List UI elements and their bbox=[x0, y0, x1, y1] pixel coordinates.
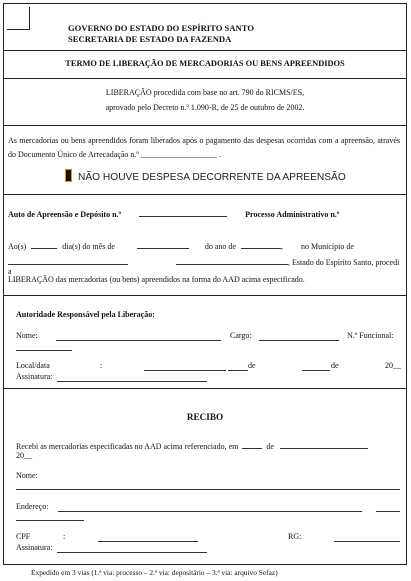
receipt-name-field[interactable] bbox=[16, 489, 400, 490]
year-field[interactable] bbox=[241, 240, 281, 249]
receipt-month-field[interactable] bbox=[280, 440, 368, 449]
form-title: TERMO DE LIBERAÇÃO DE MERCADORIAS OU BENS APREENDIDOS bbox=[65, 59, 345, 68]
copies-footer: Expedido em 3 vias (1.ª via: processo – 2.ª via: depositário – 3.ª via: arquivo Sefaz) bbox=[31, 568, 278, 577]
de-label-2: de bbox=[331, 361, 339, 370]
receipt-day-field[interactable] bbox=[242, 440, 262, 449]
municipio-field-2[interactable] bbox=[176, 256, 288, 265]
authority-section bbox=[4, 296, 406, 389]
receipt-year: 20__ bbox=[16, 451, 32, 460]
date-prefix: Ao(s) bbox=[8, 242, 27, 251]
assinatura-field[interactable] bbox=[57, 381, 207, 382]
rg-label: RG: bbox=[288, 532, 302, 541]
year-text: 20__ bbox=[385, 361, 401, 370]
seizure-section bbox=[4, 195, 406, 296]
receipt-section bbox=[4, 389, 406, 566]
auto-number-field[interactable] bbox=[139, 208, 227, 217]
endereco-field-2[interactable] bbox=[376, 511, 400, 512]
endereco-field-3[interactable] bbox=[16, 520, 84, 521]
receipt-statement bbox=[16, 440, 368, 451]
authority-name-field[interactable] bbox=[56, 340, 221, 341]
payment-text: As mercadorias ou bens apreendidos foram liberados após o pagamento das despesas ocorridas com a apreensão, através do Documento Único de Arrecadação n.º ___________________ . bbox=[8, 136, 400, 159]
date-row bbox=[8, 240, 402, 251]
auto-label: Auto de Apreensão e Depósito n.º bbox=[8, 210, 122, 219]
receipt-text: Recebi as mercadorias especificadas no AAD acima referenciado, em bbox=[16, 442, 239, 451]
header-line-1: GOVERNO DO ESTADO DO ESPÍRITO SANTO bbox=[68, 23, 254, 33]
cargo-field[interactable] bbox=[259, 340, 339, 341]
authority-heading: Autoridade Responsável pela Liberação: bbox=[16, 310, 155, 319]
form-frame bbox=[3, 3, 407, 565]
legal-basis-line-1: LIBERAÇÃO procedida com base no art. 790 do RICMS/ES, bbox=[105, 88, 305, 97]
receipt-de: de bbox=[266, 442, 274, 451]
state-text: , Estado do Espírito Santo, procedi a bbox=[8, 258, 400, 276]
header-section bbox=[4, 4, 406, 51]
corner-mark bbox=[7, 7, 30, 30]
header-line-2: SECRETARIA DE ESTADO DA FAZENDA bbox=[68, 34, 232, 44]
day-field[interactable] bbox=[31, 240, 57, 249]
receipt-signature-field[interactable] bbox=[57, 552, 207, 553]
assinatura-label: Assinatura: bbox=[16, 372, 53, 381]
liberation-statement: LIBERAÇÃO das mercadorias (ou bens) apreendidos na forma do AAD acima especificado. bbox=[8, 275, 305, 284]
localdata-colon: : bbox=[100, 361, 103, 370]
cpf-label: CPF bbox=[16, 532, 31, 541]
day-sign-field[interactable] bbox=[228, 370, 248, 371]
de-label-1: de bbox=[248, 361, 256, 370]
nfuncional-label: N.º Funcional: bbox=[347, 331, 394, 340]
receipt-name-label: Nome: bbox=[16, 471, 38, 480]
month-sign-field[interactable] bbox=[302, 370, 330, 371]
local-field[interactable] bbox=[144, 370, 226, 371]
title-section bbox=[4, 51, 406, 79]
year-prefix: do ano de bbox=[204, 242, 236, 251]
rg-field[interactable] bbox=[334, 541, 400, 542]
receipt-heading: RECIBO bbox=[186, 412, 224, 422]
month-field[interactable] bbox=[137, 240, 189, 249]
cpf-colon: : bbox=[63, 532, 66, 541]
municipio-row bbox=[8, 256, 402, 276]
endereco-field[interactable] bbox=[58, 511, 362, 512]
no-expense-option[interactable] bbox=[65, 169, 346, 183]
seizure-numbers-row bbox=[8, 208, 339, 219]
authority-name-label: Nome: bbox=[16, 331, 38, 340]
no-expense-label: NÃO HOUVE DESPESA DECORRENTE DA APREENSÃO bbox=[78, 172, 346, 183]
nfuncional-field[interactable] bbox=[16, 350, 72, 351]
processo-label: Processo Administrativo n.º bbox=[245, 210, 340, 219]
month-prefix: dia(s) do mês de bbox=[62, 242, 115, 251]
municipio-field[interactable] bbox=[8, 256, 128, 265]
endereco-label: Endereço: bbox=[16, 502, 49, 511]
payment-section bbox=[4, 126, 406, 195]
legal-basis-line-2: aprovado pelo Decreto n.º 1.090-R, de 25 de outubro de 2002. bbox=[105, 103, 305, 112]
localdata-label: Local/data bbox=[16, 361, 50, 370]
year-comma: , bbox=[280, 242, 283, 251]
receipt-signature-label: Assinatura: bbox=[16, 543, 53, 552]
municipio-prefix: no Município de bbox=[300, 242, 354, 251]
legal-basis-section bbox=[4, 79, 406, 126]
cargo-label: Cargo: bbox=[230, 331, 252, 340]
checkbox-icon[interactable] bbox=[65, 169, 72, 182]
cpf-field[interactable] bbox=[98, 541, 198, 542]
